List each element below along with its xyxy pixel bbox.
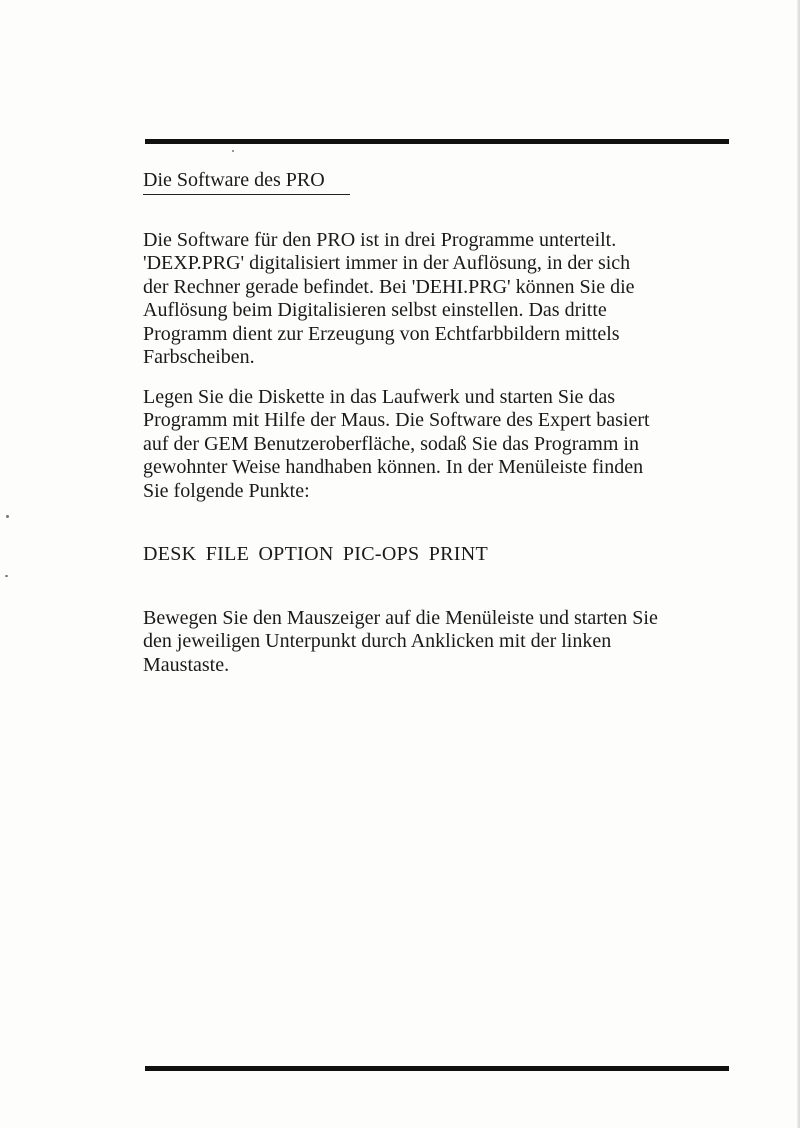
text-line: 'DEXP.PRG' digitalisiert immer in der Auflösung, in der sich	[143, 252, 631, 275]
top-rule	[145, 139, 729, 144]
text-line: Programm dient zur Erzeugung von Echtfarbbildern mittels	[143, 322, 620, 345]
scan-speck	[5, 575, 8, 577]
section-heading: Die Software des PRO	[143, 168, 350, 195]
bottom-rule	[145, 1066, 729, 1071]
text-line: Legen Sie die Diskette in das Laufwerk und starten Sie das	[143, 386, 616, 408]
text-line: Die Software für den PRO ist in drei Programme unterteilt.	[143, 229, 617, 251]
text-line: Sie folgende Punkte:	[143, 479, 310, 502]
text-line: Maustaste.	[143, 653, 230, 676]
text-line: Bewegen Sie den Mauszeiger auf die Menüleiste und starten Sie	[143, 607, 658, 629]
paragraph-software-overview	[143, 229, 743, 369]
text-line: den jeweiligen Unterpunkt durch Anklicken mit der linken	[143, 630, 612, 653]
paragraph-start-instructions	[143, 386, 743, 503]
paragraph-mouse-instructions	[143, 607, 743, 677]
text-line: Farbscheiben.	[143, 346, 255, 369]
text-line: Auflösung beim Digitalisieren selbst einstellen. Das dritte	[143, 299, 607, 322]
scan-speck	[232, 150, 234, 152]
text-line: gewohnter Weise handhaben können. In der Menüleiste finden	[143, 456, 644, 479]
text-line: Programm mit Hilfe der Maus. Die Software des Expert basiert	[143, 409, 650, 432]
menu-items-list: DESK FILE OPTION PIC-OPS PRINT	[143, 543, 489, 565]
text-line: der Rechner gerade befindet. Bei 'DEHI.PRG' können Sie die	[143, 275, 635, 298]
scan-speck	[6, 515, 9, 518]
text-line: auf der GEM Benutzeroberfläche, sodaß Sie das Programm in	[143, 432, 639, 455]
